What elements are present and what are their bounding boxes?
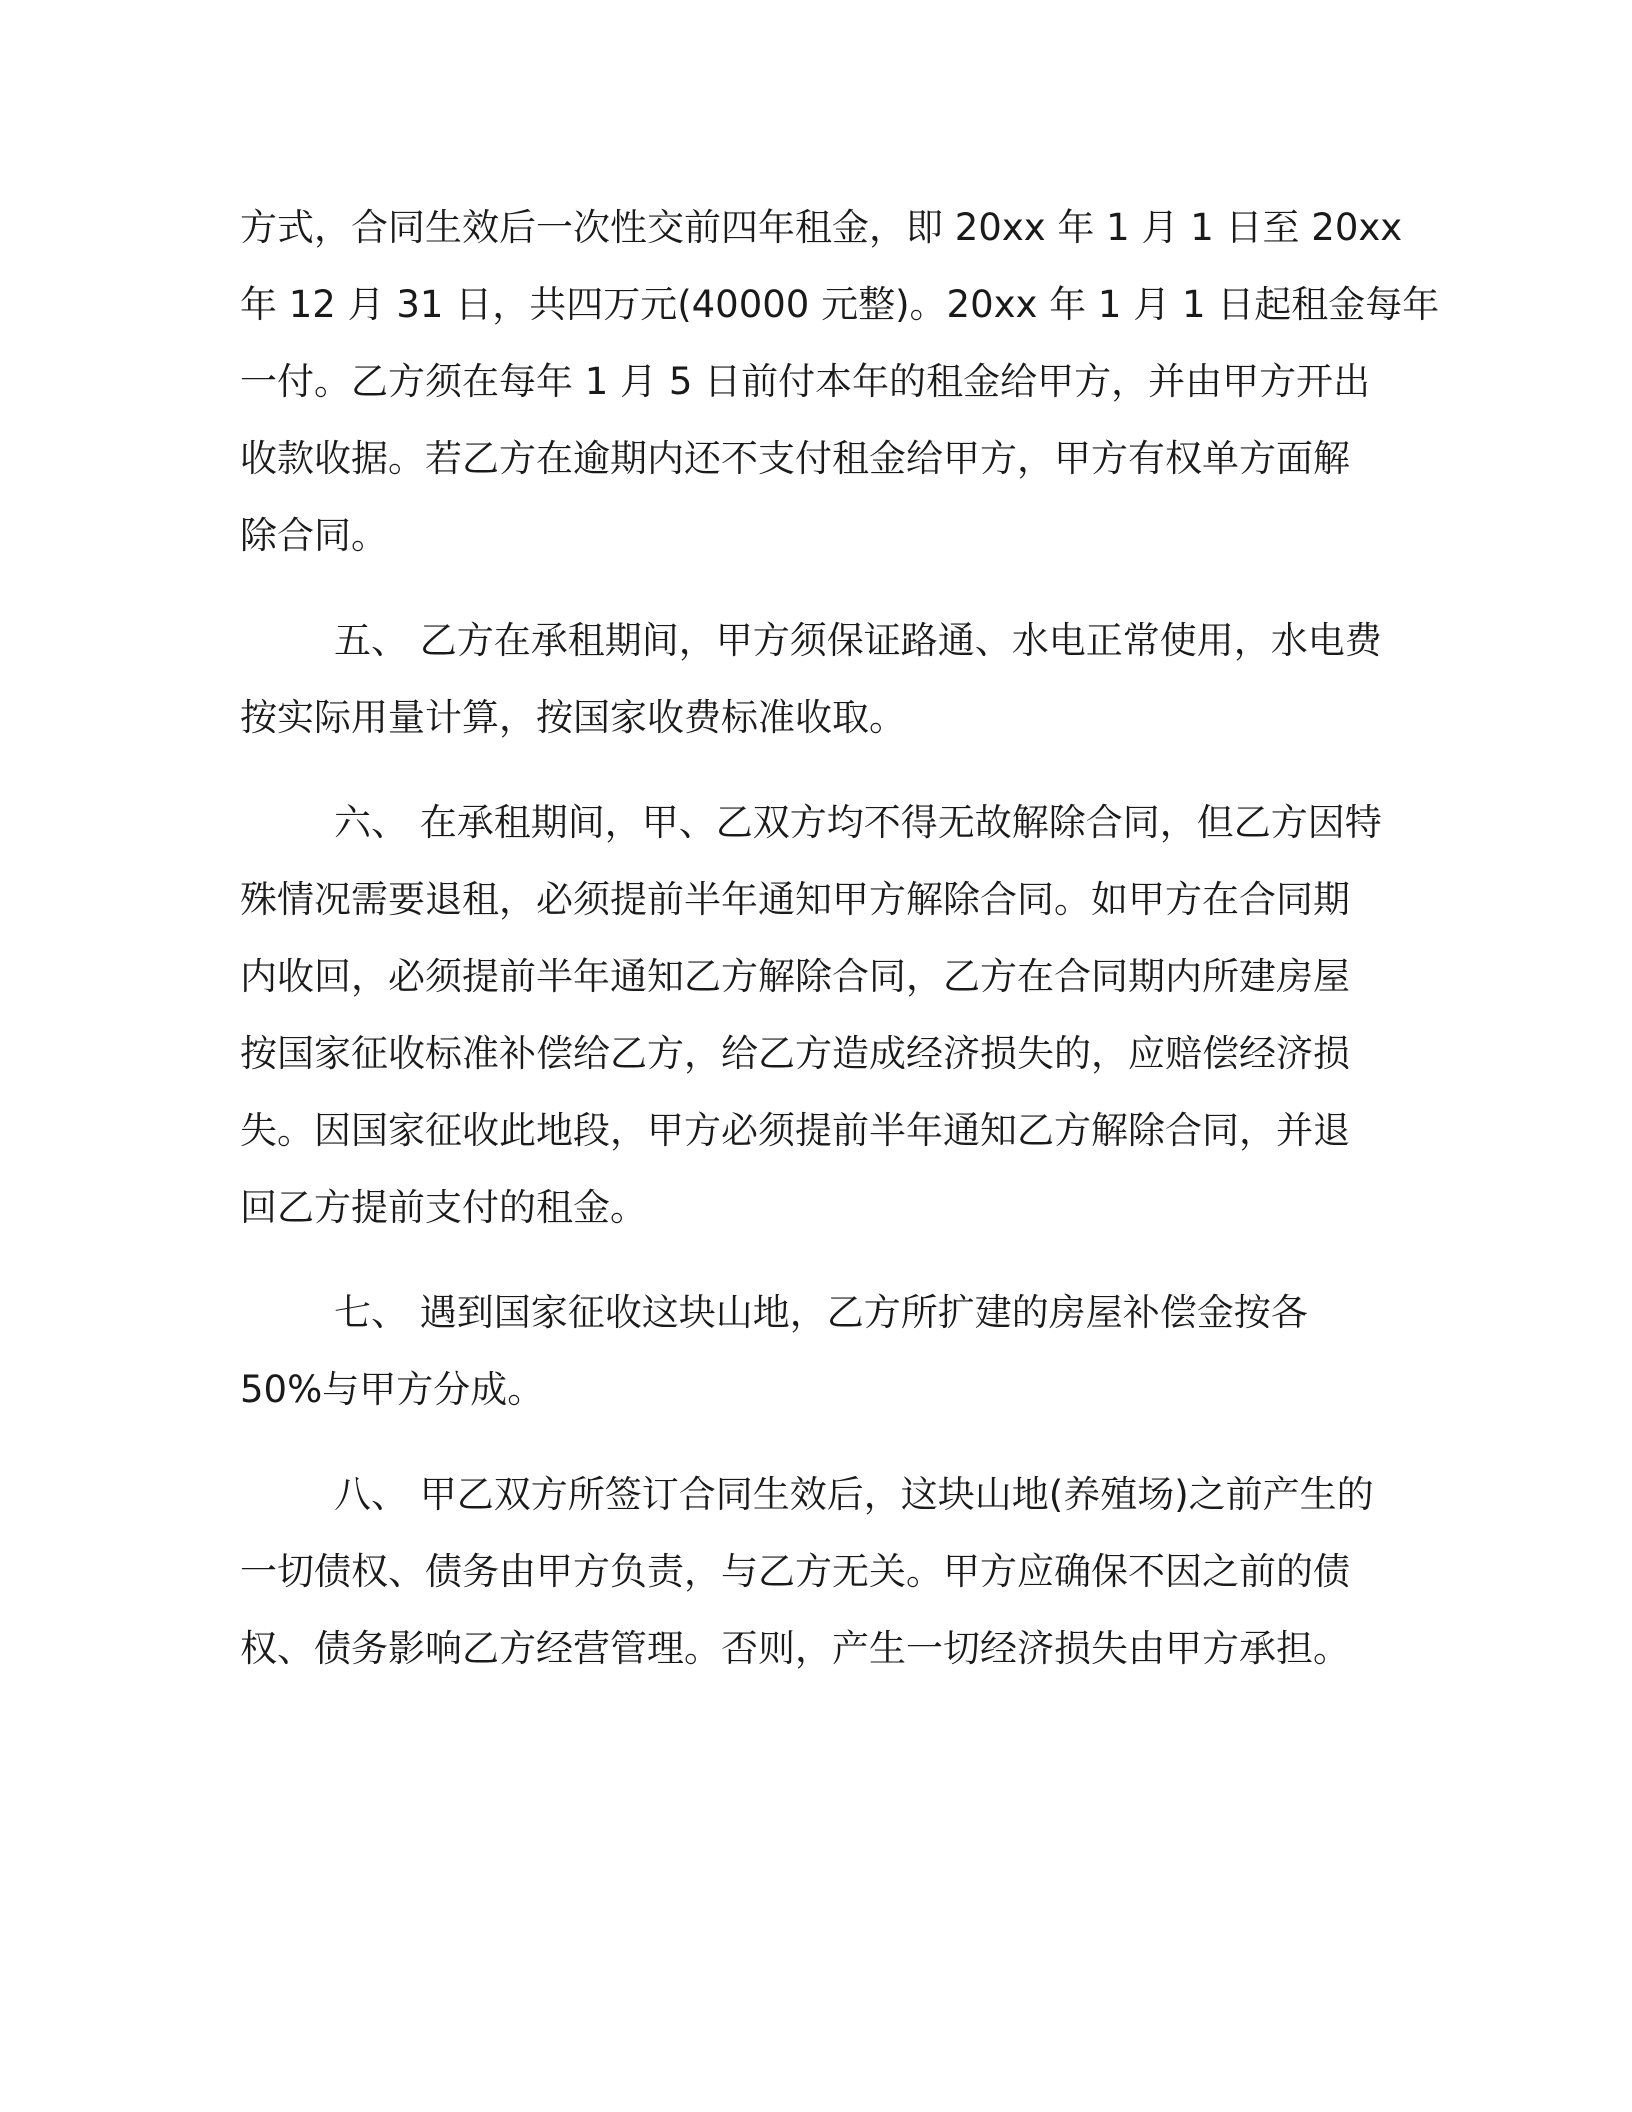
text-line: 权、债务影响乙方经营管理。否则，产生一切经济损失由甲方承担。 [240,1627,1350,1670]
clause-5 [240,602,1390,756]
text-line: 一切债权、债务由甲方负责，与乙方无关。甲方应确保不因之前的债 [240,1550,1350,1593]
clause-6 [240,784,1390,1246]
text-line: 七、 遇到国家征收这块山地，乙方所扩建的房屋补偿金按各 [334,1291,1308,1334]
clause-7 [240,1274,1390,1428]
text-line: 回乙方提前支付的租金。 [240,1186,647,1229]
text-line: 方式，合同生效后一次性交前四年租金，即 20xx 年 1 月 1 日至 20xx [240,206,1403,249]
text-line: 六、 在承租期间，甲、乙双方均不得无故解除合同，但乙方因特 [334,801,1382,844]
text-line: 除合同。 [240,514,388,557]
text-line: 年 12 月 31 日，共四万元(40000 元整)。20xx 年 1 月 1 日起租金每年 [240,283,1440,326]
text-line: 按国家征收标准补偿给乙方，给乙方造成经济损失的，应赔偿经济损 [240,1032,1350,1075]
text-line: 一付。乙方须在每年 1 月 5 日前付本年的租金给甲方，并由甲方开出 [240,360,1371,403]
paragraph-rent-payment [240,189,1440,574]
text-line: 八、 甲乙双方所签订合同生效后，这块山地(养殖场)之前产生的 [334,1473,1374,1516]
text-line: 收款收据。若乙方在逾期内还不支付租金给甲方，甲方有权单方面解 [240,437,1350,480]
text-line: 失。因国家征收此地段，甲方必须提前半年通知乙方解除合同，并退 [240,1109,1350,1152]
clause-8 [240,1456,1390,1687]
text-line: 五、 乙方在承租期间，甲方须保证路通、水电正常使用，水电费 [334,619,1382,662]
text-line: 内收回，必须提前半年通知乙方解除合同，乙方在合同期内所建房屋 [240,955,1350,998]
text-line: 殊情况需要退租，必须提前半年通知甲方解除合同。如甲方在合同期 [240,878,1350,921]
text-line: 按实际用量计算，按国家收费标准收取。 [240,696,906,739]
document-body [240,189,1440,1715]
text-line: 50%与甲方分成。 [240,1368,545,1411]
